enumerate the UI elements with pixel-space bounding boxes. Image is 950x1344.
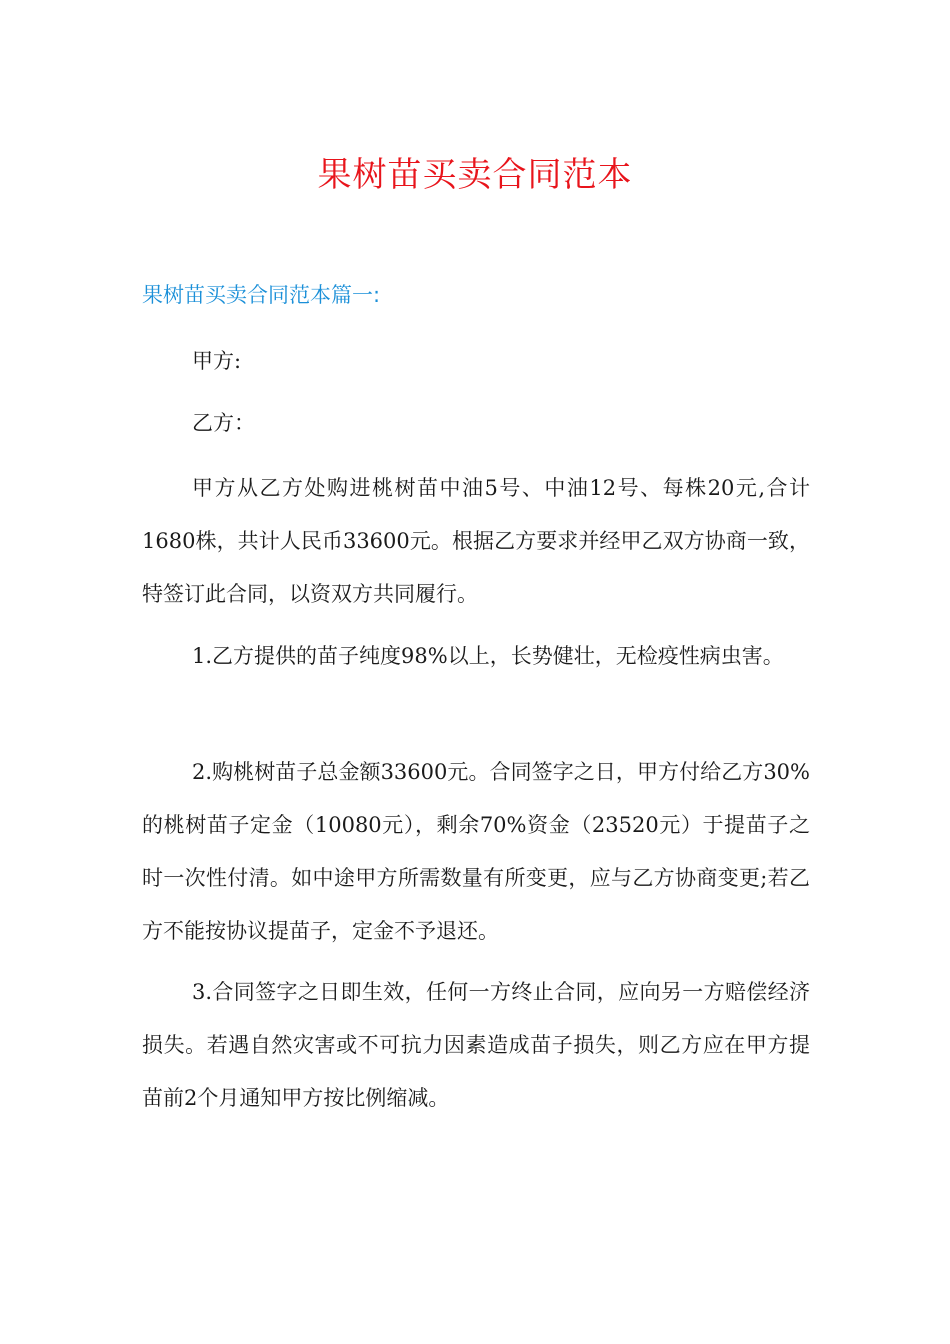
party-b-line: 乙方： xyxy=(192,411,255,435)
clause-2-paragraph: 2.购桃树苗子总金额33600元。合同签字之日，甲方付给乙方30%的桃树苗子定金（10080元），剩余70%资金（23520元）于提苗子之时一次性付清。如中途甲方所需数量有所变更，应与乙方协商变更;若乙方不能按协议提苗子，定金不予退还。 xyxy=(142,760,810,943)
clause-3-paragraph: 3.合同签字之日即生效，任何一方终止合同，应向另一方赔偿经济损失。若遇自然灾害或不可抗力因素造成苗子损失，则乙方应在甲方提苗前2个月通知甲方按比例缩减。 xyxy=(142,980,810,1110)
clause-1-paragraph: 1.乙方提供的苗子纯度98%以上，长势健壮，无检疫性病虫害。 xyxy=(192,644,784,668)
party-a-line: 甲方: xyxy=(192,349,242,373)
section-heading: 果树苗买卖合同范本篇一: xyxy=(142,283,381,307)
intro-paragraph: 甲方从乙方处购进桃树苗中油5号、中油12号、每株20元,合计1680株，共计人民币33600元。根据乙方要求并经甲乙双方协商一致，特签订此合同，以资双方共同履行。 xyxy=(142,476,810,606)
document-title: 果树苗买卖合同范本 xyxy=(317,155,633,195)
